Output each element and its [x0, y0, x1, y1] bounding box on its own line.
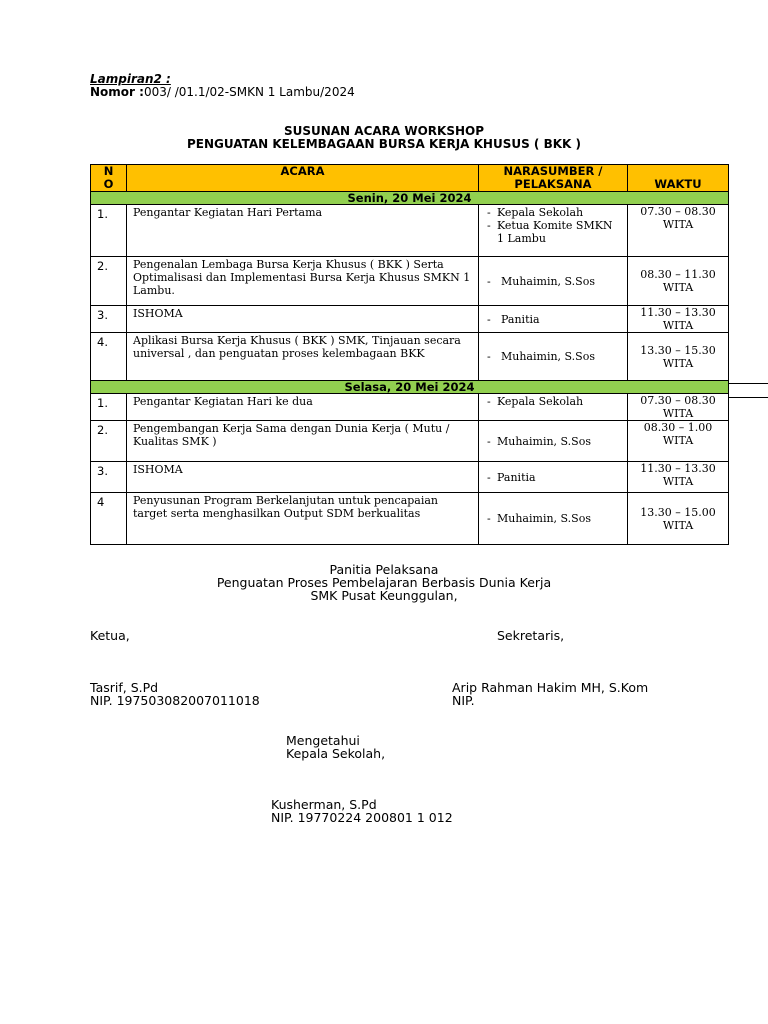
table-row: [91, 394, 729, 421]
table-row: [91, 306, 729, 333]
narasumber-item: - Panitia: [483, 471, 623, 484]
table-row: [91, 205, 729, 257]
document-subtitle: PENGUATAN KELEMBAGAAN BURSA KERJA KHUSUS ( BKK ): [186, 137, 581, 151]
row-acara: Pengantar Kegiatan Hari ke dua: [127, 394, 479, 421]
ketua-label: Ketua,: [90, 628, 130, 643]
nomor-line: [90, 85, 355, 99]
row-no: 2.: [91, 257, 127, 306]
table-header-row: [91, 165, 729, 192]
kepala-sekolah-label: Kepala Sekolah,: [286, 746, 386, 761]
row-narasumber: [479, 257, 628, 306]
nomor-label: Nomor :: [90, 85, 144, 99]
ketua-name: Tasrif, S.Pd: [90, 680, 159, 695]
header-no: N O: [91, 165, 127, 192]
row-narasumber: [479, 493, 628, 545]
ketua-nip: NIP. 197503082007011018: [90, 693, 260, 708]
row-acara: Pengantar Kegiatan Hari Pertama: [127, 205, 479, 257]
narasumber-item: - Ketua Komite SMKN 1 Lambu: [483, 219, 623, 245]
narasumber-item: - Kepala Sekolah: [483, 395, 623, 408]
sekretaris-label: Sekretaris,: [497, 628, 565, 643]
row-acara: ISHOMA: [127, 462, 479, 493]
narasumber-item: - Kepala Sekolah: [483, 206, 623, 219]
row-narasumber: [479, 421, 628, 462]
row-no: 1.: [91, 205, 127, 257]
table-row: [91, 462, 729, 493]
header-acara: ACARA: [127, 165, 479, 192]
day-label: Senin, 20 Mei 2024: [91, 192, 729, 205]
sekretaris-name: Arip Rahman Hakim MH, S.Kom: [452, 680, 649, 695]
committee-line2: Penguatan Proses Pembelajaran Berbasis Dunia Kerja: [216, 575, 552, 590]
header-narasumber: NARASUMBER / PELAKSANA: [479, 165, 628, 192]
committee-line1: Panitia Pelaksana: [329, 562, 439, 577]
table-row: [91, 421, 729, 462]
kepala-name: Kusherman, S.Pd: [271, 797, 377, 812]
row-waktu: 11.30 – 13.30 WITA: [628, 306, 729, 333]
row-narasumber: [479, 462, 628, 493]
row-narasumber: [479, 306, 628, 333]
row-waktu: 07.30 – 08.30 WITA: [628, 205, 729, 257]
row-no: 3.: [91, 306, 127, 333]
day-row-monday: [91, 192, 729, 205]
header-waktu: WAKTU: [628, 165, 729, 192]
mengetahui-label: Mengetahui: [286, 733, 360, 748]
day-row-tuesday: [91, 381, 729, 394]
row-no: 3.: [91, 462, 127, 493]
row-waktu: 07.30 – 08.30 WITA: [628, 394, 729, 421]
row-acara: Penyusunan Program Berkelanjutan untuk pencapaian target serta menghasilkan Output SDM berkualitas: [127, 493, 479, 545]
row-narasumber: [479, 205, 628, 257]
row-no: 2.: [91, 421, 127, 462]
row-waktu: 08.30 – 11.30 WITA: [628, 257, 729, 306]
table-overflow-line: [728, 383, 768, 384]
row-waktu: 11.30 – 13.30 WITA: [628, 462, 729, 493]
schedule-table: [90, 164, 729, 545]
sekretaris-nip: NIP.: [452, 693, 475, 708]
narasumber-item: - Muhaimin, S.Sos: [483, 275, 623, 288]
document-title: SUSUNAN ACARA WORKSHOP: [283, 124, 485, 138]
table-row: [91, 257, 729, 306]
kepala-nip: NIP. 19770224 200801 1 012: [271, 810, 453, 825]
row-acara: Pengembangan Kerja Sama dengan Dunia Kerja ( Mutu / Kualitas SMK ): [127, 421, 479, 462]
row-no: 4.: [91, 333, 127, 381]
row-no: 1.: [91, 394, 127, 421]
committee-line3: SMK Pusat Keunggulan,: [310, 588, 458, 603]
table-row: [91, 333, 729, 381]
row-acara: Pengenalan Lembaga Bursa Kerja Khusus ( BKK ) Serta Optimalisasi dan Implementasi Bursa Kerja Khusus SMKN 1 Lambu.: [127, 257, 479, 306]
row-no: 4: [91, 493, 127, 545]
day-label: Selasa, 20 Mei 2024: [91, 381, 729, 394]
nomor-value: 003/ /01.1/02-SMKN 1 Lambu/2024: [143, 85, 355, 99]
narasumber-item: - Panitia: [483, 313, 623, 326]
narasumber-item: - Muhaimin, S.Sos: [483, 350, 623, 363]
row-waktu: 08.30 – 1.00 WITA: [628, 421, 729, 462]
row-waktu: 13.30 – 15.30 WITA: [628, 333, 729, 381]
row-acara: Aplikasi Bursa Kerja Khusus ( BKK ) SMK, Tinjauan secara universal , dan penguatan proses kelembagaan BKK: [127, 333, 479, 381]
row-acara: ISHOMA: [127, 306, 479, 333]
row-narasumber: [479, 333, 628, 381]
table-row: [91, 493, 729, 545]
row-narasumber: [479, 394, 628, 421]
table-overflow-line: [728, 397, 768, 398]
narasumber-item: - Muhaimin, S.Sos: [483, 435, 623, 448]
row-waktu: 13.30 – 15.00 WITA: [628, 493, 729, 545]
lampiran-label: Lampiran2 :: [90, 72, 171, 86]
narasumber-item: - Muhaimin, S.Sos: [483, 512, 623, 525]
